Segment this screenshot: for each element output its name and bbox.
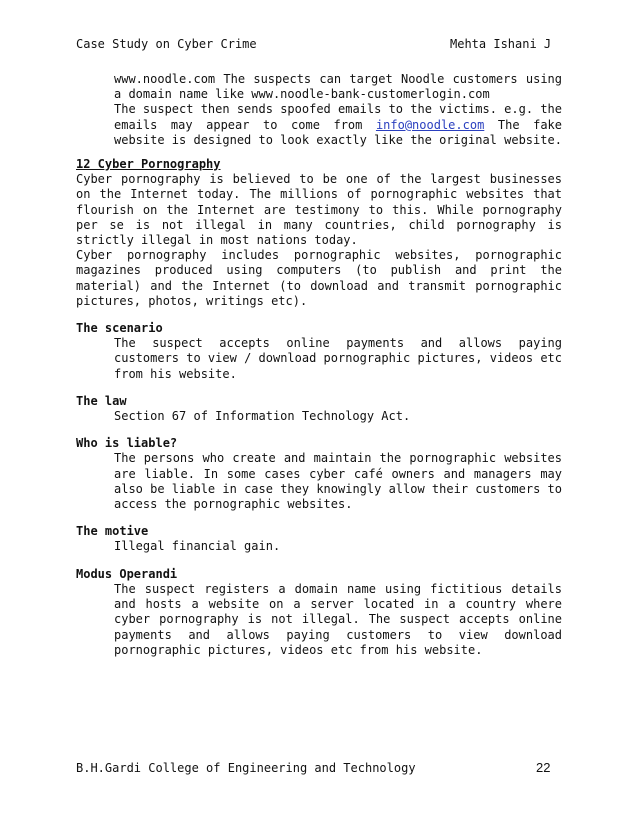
footer-institution: B.H.Gardi College of Engineering and Technology [76,761,416,775]
header-title: Case Study on Cyber Crime [76,37,257,51]
scenario-text: The suspect accepts online payments and allows paying customers to view / download pornographic pictures, videos etc from his website. [114,336,562,381]
intro-paragraph-2 [76,102,562,148]
modus-heading: Modus Operandi [76,566,178,581]
intro-text-a: The suspect then sends spoofed emails to the victims. e.g. the emails may appear to come from [114,102,562,132]
modus-text: The suspect registers a domain name using fictitious details and hosts a website on a server located in a country where cyber pornography is not illegal. The suspect accepts online payments and allows paying customers to view download pornographic pictures, videos etc from his website. [114,581,562,657]
email-link[interactable]: info@noodle.com [375,117,485,132]
intro-text-b: The fake website is designed to look exactly like the original website. [114,117,562,147]
intro-paragraph-1: www.noodle.com The suspects can target Noodle customers using a domain name like www.noodle-bank-customerlogin.com [114,72,562,102]
liable-text: The persons who create and maintain the pornographic websites are liable. In some cases cyber café owners and managers may also be liable in case they knowingly allow their customers to access the pornographic websites. [114,451,562,512]
section-title: 12 Cyber Pornography [76,157,221,172]
liable-heading: Who is liable? [76,436,178,451]
section-paragraph-2: Cyber pornography includes pornographic websites, pornographic magazines produced using computers (to publish and print the material) and the Internet (to download and transmit pornographic pictures, photos, writings etc). [76,248,562,308]
header-author: Mehta Ishani J [450,37,552,51]
page-number: 22 [536,760,551,775]
motive-text: Illegal financial gain. [114,539,281,554]
page-body [76,72,562,658]
section-paragraph-1: Cyber pornography is believed to be one of the largest businesses on the Internet today. The millions of pornographic websites that flourish on the Internet are testimony to this. While pornography per se is not illegal in many countries, child pornography is strictly illegal in most nations today. [76,172,562,248]
motive-heading: The motive [76,524,149,539]
law-text: Section 67 of Information Technology Act. [114,409,411,424]
law-heading: The law [76,393,127,408]
scenario-heading: The scenario [76,321,163,336]
